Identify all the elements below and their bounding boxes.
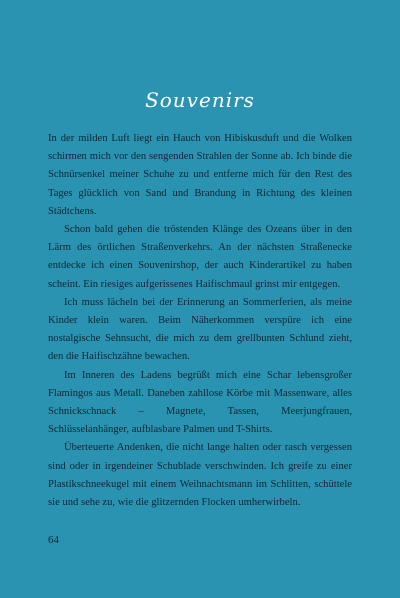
paragraph: Überteuerte Andenken, die nicht lange halten oder rasch vergessen sind oder in irgendeiner Schublade verschwinden. Ich greife zu einer Plastikschneekugel mit einem Weihnachtsmann im Schlitten, schüttele sie und sehe zu, wie die glitzernden Flocken umherwirbeln. [48,442,352,509]
paragraph: Im Inneren des Ladens begrüßt mich eine Schar lebensgroßer Flamingos aus Metall. Daneben zahllose Körbe mit Massenware, alles Schnickschnack – Magnete, Tassen, Meerjungfrauen, Schlüsselanhänger, aufblasbare Palmen und T-Shirts. [48,369,352,436]
paragraph: Ich muss lächeln bei der Erinnerung an Sommerferien, als meine Kinder klein waren. Beim Näherkommen verspüre ich eine nostalgische Sehnsucht, die mich zu dem grellbunten Schlund zieht, den die Haifischzähne bewachen. [48,296,352,363]
chapter-title: Souvenirs [145,88,255,112]
page-number: 64 [48,534,59,546]
paragraph: In der milden Luft liegt ein Hauch von Hibiskusduft und die Wolken schirmen mich vor den sengenden Strahlen der Sonne ab. Ich binde die Schnürsenkel meiner Schuhe zu und entferne mich für den Rest des Tages glücklich von Sand und Brandung in Richtung des kleinen Städtchens. [48,133,352,217]
paragraph: Schon bald gehen die tröstenden Klänge des Ozeans über in den Lärm des örtlichen Straßenverkehrs. An der nächsten Straßenecke entdecke ich einen Souvenirshop, der auch Kinderartikel zu haben scheint. Ein riesiges aufgerissenes Haifischmaul grinst mir entgegen. [48,224,352,290]
body-text [48,130,352,512]
